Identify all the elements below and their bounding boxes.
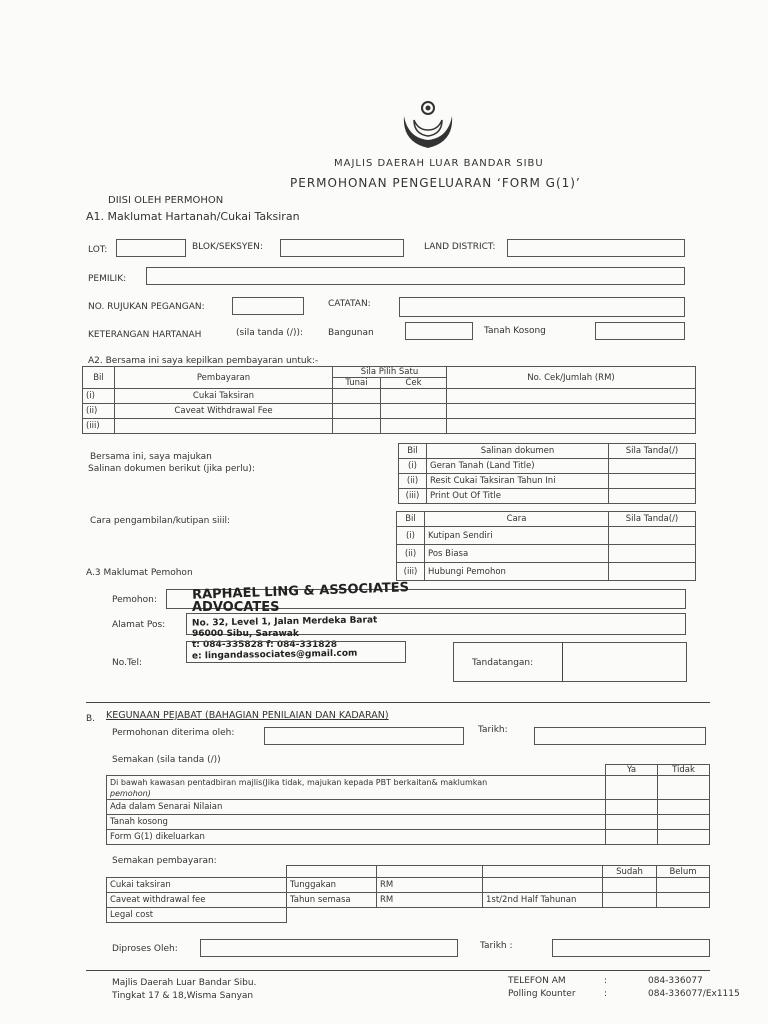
- section-b-heading: KEGUNAAN PEJABAT (BAHAGIAN PENILAIAN DAN KADARAN): [106, 710, 389, 721]
- footer-divider: [86, 970, 710, 971]
- dokumen-cell: Geran Tanah (Land Title): [427, 459, 609, 474]
- col-bil: Bil: [83, 367, 115, 389]
- col-ya: Ya: [606, 765, 658, 776]
- semakan-table: [106, 764, 710, 845]
- section-divider: [86, 702, 710, 703]
- belum-checkbox[interactable]: [657, 893, 710, 908]
- dokumen-cell: Print Out Of Title: [427, 489, 609, 504]
- table-row: [397, 545, 696, 563]
- col-no-cek: No. Cek/Jumlah (RM): [447, 367, 696, 389]
- check-text: Ada dalam Senarai Nilaian: [107, 800, 606, 815]
- sudah-checkbox[interactable]: [603, 893, 657, 908]
- lot-label: LOT:: [88, 245, 108, 255]
- cara-cell: Kutipan Sendiri: [425, 527, 609, 545]
- cara-cell: Hubungi Pemohon: [425, 563, 609, 581]
- tidak-checkbox[interactable]: [658, 776, 710, 800]
- tarikh2-label: Tarikh :: [480, 941, 513, 951]
- belum-checkbox[interactable]: [657, 878, 710, 893]
- ya-checkbox[interactable]: [606, 776, 658, 800]
- ya-checkbox[interactable]: [606, 800, 658, 815]
- table-row: [107, 830, 710, 845]
- rm-label: RM: [377, 893, 483, 908]
- tanda-checkbox[interactable]: [609, 563, 696, 581]
- catatan-label: CATATAN:: [328, 299, 371, 309]
- section-a1-heading: A1. Maklumat Hartanah/Cukai Taksiran: [86, 210, 300, 223]
- bil-cell: (ii): [397, 545, 425, 563]
- payment-table: [82, 366, 696, 434]
- tarikh2-field[interactable]: [552, 939, 710, 957]
- bil-cell: (i): [83, 389, 115, 404]
- footer-kaunter-value: 084-336077/Ex1115: [648, 989, 740, 999]
- tanah-kosong-label: Tanah Kosong: [484, 326, 546, 336]
- table-row: [399, 459, 696, 474]
- cek-checkbox[interactable]: [381, 419, 447, 434]
- half-label: 1st/2nd Half Tahunan: [483, 893, 603, 908]
- bayaran-table: [106, 865, 710, 923]
- pemilik-field[interactable]: [146, 267, 685, 285]
- table-row: [83, 404, 696, 419]
- pemohon-label: Pemohon:: [112, 595, 157, 605]
- col-tidak: Tidak: [658, 765, 710, 776]
- bil-cell: (iii): [397, 563, 425, 581]
- table-row: [107, 878, 710, 893]
- tarikh-field[interactable]: [534, 727, 706, 745]
- col-salinan: Salinan dokumen: [427, 444, 609, 459]
- pembayaran-cell: [115, 419, 333, 434]
- footer-tel-value: 084-336077: [648, 976, 703, 986]
- col-tanda: Sila Tanda(/): [609, 512, 696, 527]
- tanda-checkbox[interactable]: [609, 459, 696, 474]
- pengambilan-label: Cara pengambilan/kutipan siiil:: [90, 516, 230, 526]
- tunai-checkbox[interactable]: [333, 389, 381, 404]
- stamp-email: e: lingandassociates@gmail.com: [191, 648, 358, 662]
- no-cek-field[interactable]: [447, 404, 696, 419]
- diproses-field[interactable]: [200, 939, 458, 957]
- col-pembayaran: Pembayaran: [115, 367, 333, 389]
- footer-colon-2: :: [604, 989, 608, 999]
- form-title: PERMOHONAN PENGELUARAN ‘FORM G(1)’: [290, 176, 581, 190]
- cara-cell: Pos Biasa: [425, 545, 609, 563]
- catatan-field[interactable]: [399, 297, 685, 317]
- footer-colon-1: :: [604, 976, 608, 986]
- pay-item: Cukai taksiran: [107, 878, 287, 893]
- tanda-checkbox[interactable]: [609, 489, 696, 504]
- dokumen-cell: Resit Cukai Taksiran Tahun Ini: [427, 474, 609, 489]
- table-row: [83, 419, 696, 434]
- col-sila-pilih: Sila Pilih Satu: [333, 367, 447, 378]
- footer-tel-label: TELEFON AM: [508, 976, 566, 986]
- pemilik-label: PEMILIK:: [88, 274, 127, 284]
- stamp-sub: ADVOCATES: [192, 600, 280, 615]
- pay-item: Caveat withdrawal fee: [107, 893, 287, 908]
- bil-cell: (ii): [399, 474, 427, 489]
- ya-checkbox[interactable]: [606, 815, 658, 830]
- footer-kaunter-label: Polling Kounter: [508, 989, 576, 999]
- tidak-checkbox[interactable]: [658, 815, 710, 830]
- table-row: [397, 527, 696, 545]
- notel-label: No.Tel:: [112, 658, 142, 668]
- no-cek-field[interactable]: [447, 389, 696, 404]
- tunai-checkbox[interactable]: [333, 419, 381, 434]
- diproses-label: Diproses Oleh:: [112, 944, 178, 954]
- check-text: Tanah kosong: [107, 815, 606, 830]
- table-row: [107, 776, 710, 800]
- tanda-checkbox[interactable]: [609, 474, 696, 489]
- col-sudah: Sudah: [603, 866, 657, 878]
- ya-checkbox[interactable]: [606, 830, 658, 845]
- col-tanda: Sila Tanda(/): [609, 444, 696, 459]
- tanah-kosong-checkbox[interactable]: [595, 322, 685, 340]
- keterangan-label: KETERANGAN HARTANAH: [88, 330, 202, 340]
- table-row: [107, 908, 710, 923]
- semakan-bayaran-label: Semakan pembayaran:: [112, 856, 217, 866]
- table-row: [397, 563, 696, 581]
- blok-label: BLOK/SEKSYEN:: [192, 242, 263, 252]
- tanda-checkbox[interactable]: [609, 545, 696, 563]
- table-row: [107, 815, 710, 830]
- bil-cell: (i): [397, 527, 425, 545]
- tandatangan-label: Tandatangan:: [472, 658, 534, 668]
- no-cek-field[interactable]: [447, 419, 696, 434]
- rm-label: RM: [377, 878, 483, 893]
- sila-tanda-label: (sila tanda (/)):: [236, 328, 304, 338]
- bangunan-checkbox[interactable]: [405, 322, 473, 340]
- pembayaran-cell: Caveat Withdrawal Fee: [115, 404, 333, 419]
- col-bil: Bil: [397, 512, 425, 527]
- check-text: Di bawah kawasan pentadbiran majlis(Jika tidak, majukan kepada PBT berkaitan& maklumkan: [110, 777, 488, 787]
- semakan-label: Semakan (sila tanda (/)): [112, 755, 221, 765]
- dokumen-intro-1: Bersama ini, saya majukan: [90, 452, 212, 462]
- filled-by-label: DIISI OLEH PERMOHON: [108, 195, 224, 206]
- tidak-checkbox[interactable]: [658, 800, 710, 815]
- bil-cell: (iii): [399, 489, 427, 504]
- pembayaran-cell: Cukai Taksiran: [115, 389, 333, 404]
- table-row: [399, 474, 696, 489]
- bil-cell: (i): [399, 459, 427, 474]
- pay-item: Legal cost: [107, 908, 287, 923]
- table-row: [107, 800, 710, 815]
- notel-field[interactable]: [186, 641, 406, 663]
- tandatangan-divider: [562, 642, 563, 682]
- council-logo-icon: [392, 98, 464, 158]
- tarikh-label: Tarikh:: [478, 725, 508, 735]
- col-cara: Cara: [425, 512, 609, 527]
- alamat-label: Alamat Pos:: [112, 620, 166, 630]
- footer-address-2: Tingkat 17 & 18,Wisma Sanyan: [112, 991, 254, 1001]
- check-text-cont: pemohon): [110, 788, 151, 798]
- rujukan-field[interactable]: [232, 297, 304, 315]
- col-tunai: Tunai: [333, 378, 381, 389]
- check-text: Form G(1) dikeluarkan: [107, 830, 606, 845]
- stamp-address-2: 96000 Sibu, Sarawak: [192, 629, 299, 639]
- stamp-address-1: No. 32, Level 1, Jalan Merdeka Barat: [191, 615, 378, 629]
- col-belum: Belum: [657, 866, 710, 878]
- stamp-phone: t: 084-335828 f: 084-331828: [192, 640, 338, 650]
- tanda-checkbox[interactable]: [609, 527, 696, 545]
- col-cek: Cek: [381, 378, 447, 389]
- tunggakan-label: Tunggakan: [287, 878, 377, 893]
- council-name: MAJLIS DAERAH LUAR BANDAR SIBU: [334, 158, 544, 169]
- land-district-label: LAND DISTRICT:: [424, 242, 496, 252]
- section-a2-heading: A2. Bersama ini saya kepilkan pembayaran untuk:-: [88, 356, 319, 366]
- blok-field[interactable]: [280, 239, 404, 257]
- bil-cell: (ii): [83, 404, 115, 419]
- land-district-field[interactable]: [507, 239, 685, 257]
- diterima-field[interactable]: [264, 727, 464, 745]
- cek-checkbox[interactable]: [381, 389, 447, 404]
- diterima-label: Permohonan diterima oleh:: [112, 728, 235, 738]
- table-row: [399, 489, 696, 504]
- lot-field[interactable]: [116, 239, 186, 257]
- table-row: [83, 389, 696, 404]
- tidak-checkbox[interactable]: [658, 830, 710, 845]
- bil-cell: (iii): [83, 419, 115, 434]
- sudah-checkbox[interactable]: [603, 878, 657, 893]
- table-row: [107, 893, 710, 908]
- bangunan-label: Bangunan: [328, 328, 374, 338]
- footer-address-1: Majlis Daerah Luar Bandar Sibu.: [112, 978, 257, 988]
- col-bil: Bil: [399, 444, 427, 459]
- tahun-semasa-label: Tahun semasa: [287, 893, 377, 908]
- pengambilan-table: [396, 511, 696, 581]
- tandatangan-field[interactable]: [453, 642, 687, 682]
- cek-checkbox[interactable]: [381, 404, 447, 419]
- section-a3-heading: A.3 Maklumat Pemohon: [86, 568, 193, 578]
- stamp-name: RAPHAEL LING & ASSOCIATES: [191, 580, 410, 603]
- tunai-checkbox[interactable]: [333, 404, 381, 419]
- section-b-marker: B.: [86, 714, 96, 724]
- rujukan-label: NO. RUJUKAN PEGANGAN:: [88, 302, 205, 312]
- dokumen-intro-2: Salinan dokumen berikut (jika perlu):: [88, 464, 255, 474]
- dokumen-table: [398, 443, 696, 504]
